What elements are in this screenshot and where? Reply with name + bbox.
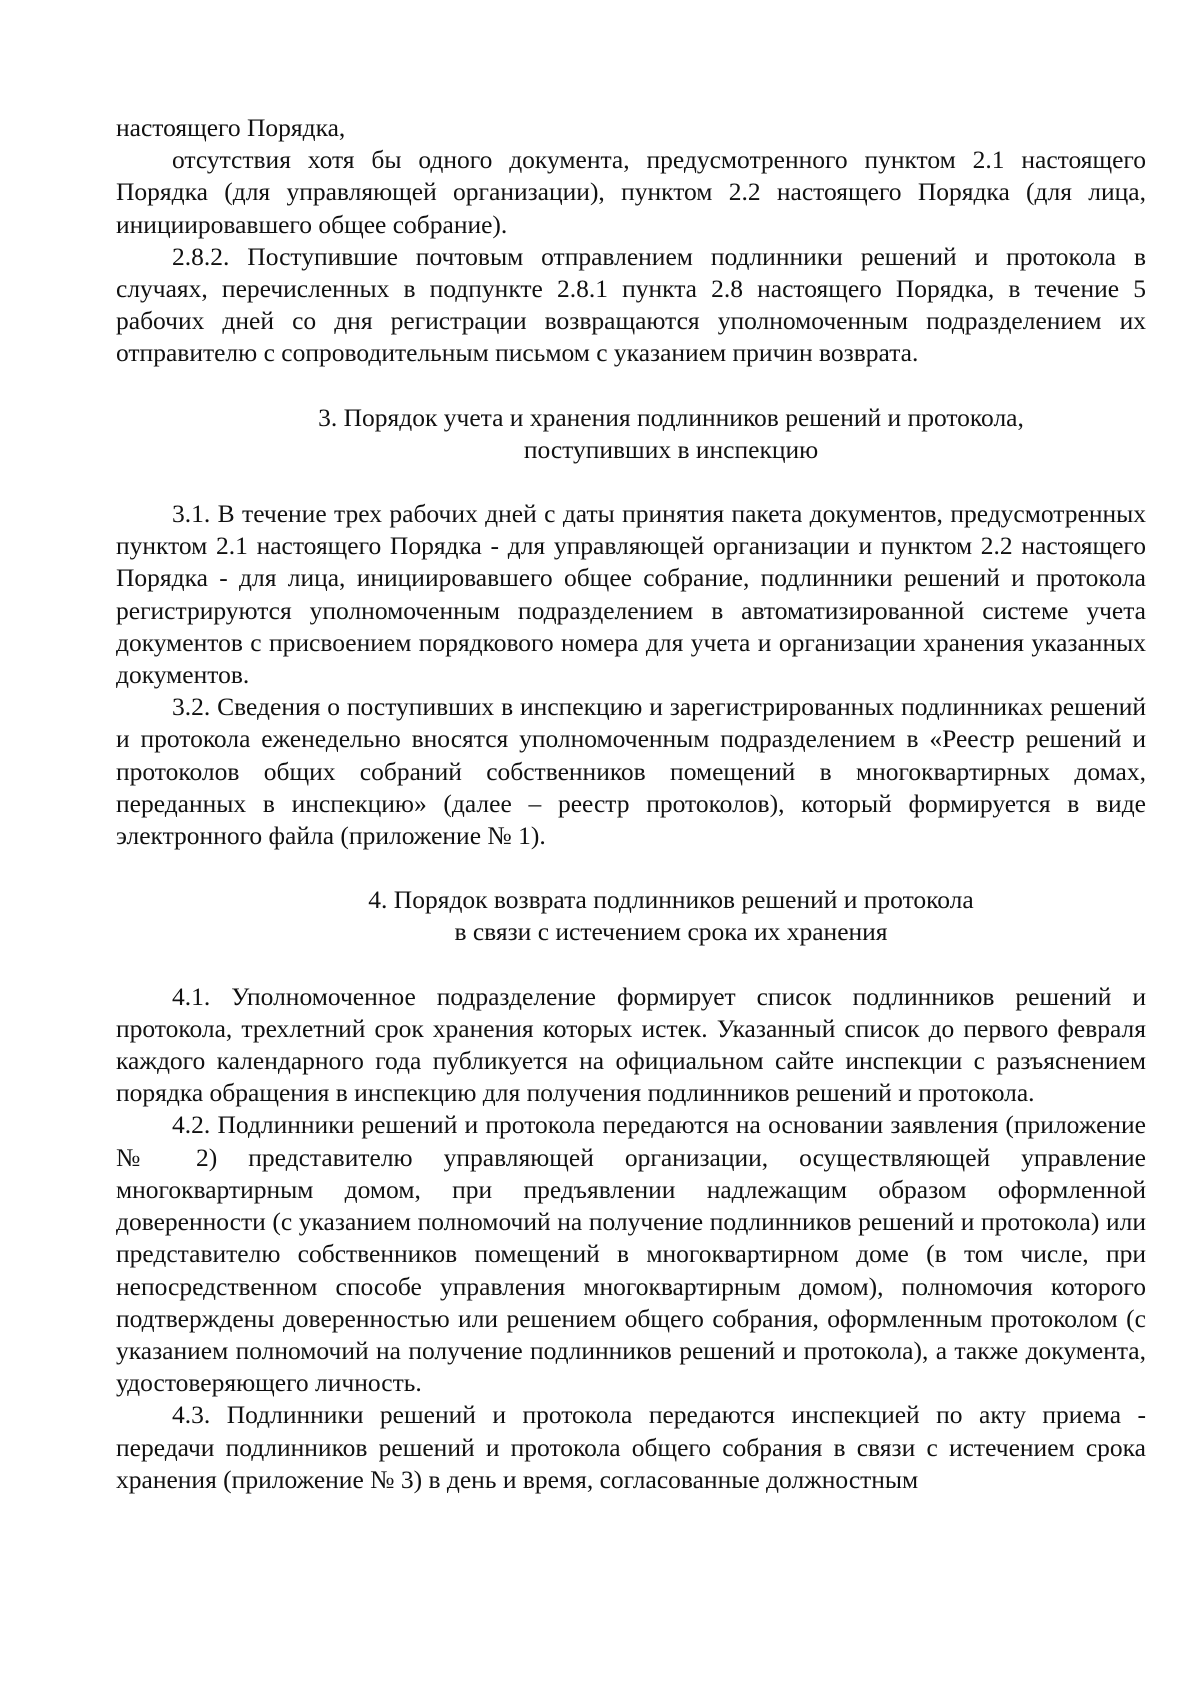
section-4-heading: [116, 884, 1146, 948]
paragraph-3-2: 3.2. Сведения о поступивших в инспекцию и зарегистрированных подлинниках решений и протокола еженедельно вносятся уполномоченным подразделением в «Реестр решений и протоколов общих собраний собственников помещений в многоквартирных домах, переданных в инспекцию» (далее – реестр протоколов), который формируется в виде электронного файла (приложение № 1).: [116, 692, 1146, 851]
section-3-heading: [116, 402, 1146, 466]
paragraph-3-1: 3.1. В течение трех рабочих дней с даты принятия пакета документов, предусмотренных пунктом 2.1 настоящего Порядка - для управляющей организации и пунктом 2.2 настоящего Порядка - для лица, инициировавшего общее собрание, подлинники решений и протокола регистрируются уполномоченным подразделением в автоматизированной системе учета документов с присвоением порядкового номера для учета и организации хранения указанных документов.: [116, 499, 1146, 690]
paragraph-absence-of-document: отсутствия хотя бы одного документа, предусмотренного пунктом 2.1 настоящего Порядка (для управляющей организации), пунктом 2.2 настоящего Порядка (для лица, инициировавшего общее собрание).: [116, 145, 1146, 239]
paragraph-4-2: 4.2. Подлинники решений и протокола передаются на основании заявления (приложение № 2) представителю управляющей организации, осуществляющей управление многоквартирным домом, при предъявлении надлежащим образом оформленной доверенности (с указанием полномочий на получение подлинников решений и протокола) или представителю собственников помещений в многоквартирном доме (в том числе, при непосредственном способе управления многоквартирным домом), полномочия которого подтверждены доверенностью или решением общего собрания, оформленным протоколом (с указанием полномочий на получение подлинников решений и протокола), а также документа, удостоверяющего личность.: [116, 1110, 1146, 1398]
paragraph-4-1: 4.1. Уполномоченное подразделение формирует список подлинников решений и протокола, трехлетний срок хранения которых истек. Указанный список до первого февраля каждого календарного года публикуется на официальном сайте инспекции с разъяснением порядка обращения в инспекцию для получения подлинников решений и протокола.: [116, 981, 1146, 1108]
paragraph-4-3: 4.3. Подлинники решений и протокола передаются инспекцией по акту приема - передачи подлинников решений и протокола общего собрания в связи с истечением срока хранения (приложение № 3) в день и время, согласованные должностным: [116, 1400, 1146, 1494]
section-4-heading-line-1: 4. Порядок возврата подлинников решений и протокола: [368, 885, 974, 915]
paragraph-continuation: настоящего Порядка,: [116, 113, 346, 142]
section-3-heading-line-2: поступивших в инспекцию: [523, 434, 819, 464]
section-3-heading-line-1: 3. Порядок учета и хранения подлинников решений и протокола,: [318, 402, 1024, 432]
paragraph-2-8-2: 2.8.2. Поступившие почтовым отправлением подлинники решений и протокола в случаях, перечисленных в подпункте 2.8.1 пункта 2.8 настоящего Порядка, в течение 5 рабочих дней со дня регистрации возвращаются уполномоченным подразделением их отправителю с сопроводительным письмом с указанием причин возврата.: [116, 241, 1146, 368]
document-page: [116, 112, 1146, 1496]
section-4-heading-line-2: в связи с истечением срока их хранения: [454, 917, 888, 947]
